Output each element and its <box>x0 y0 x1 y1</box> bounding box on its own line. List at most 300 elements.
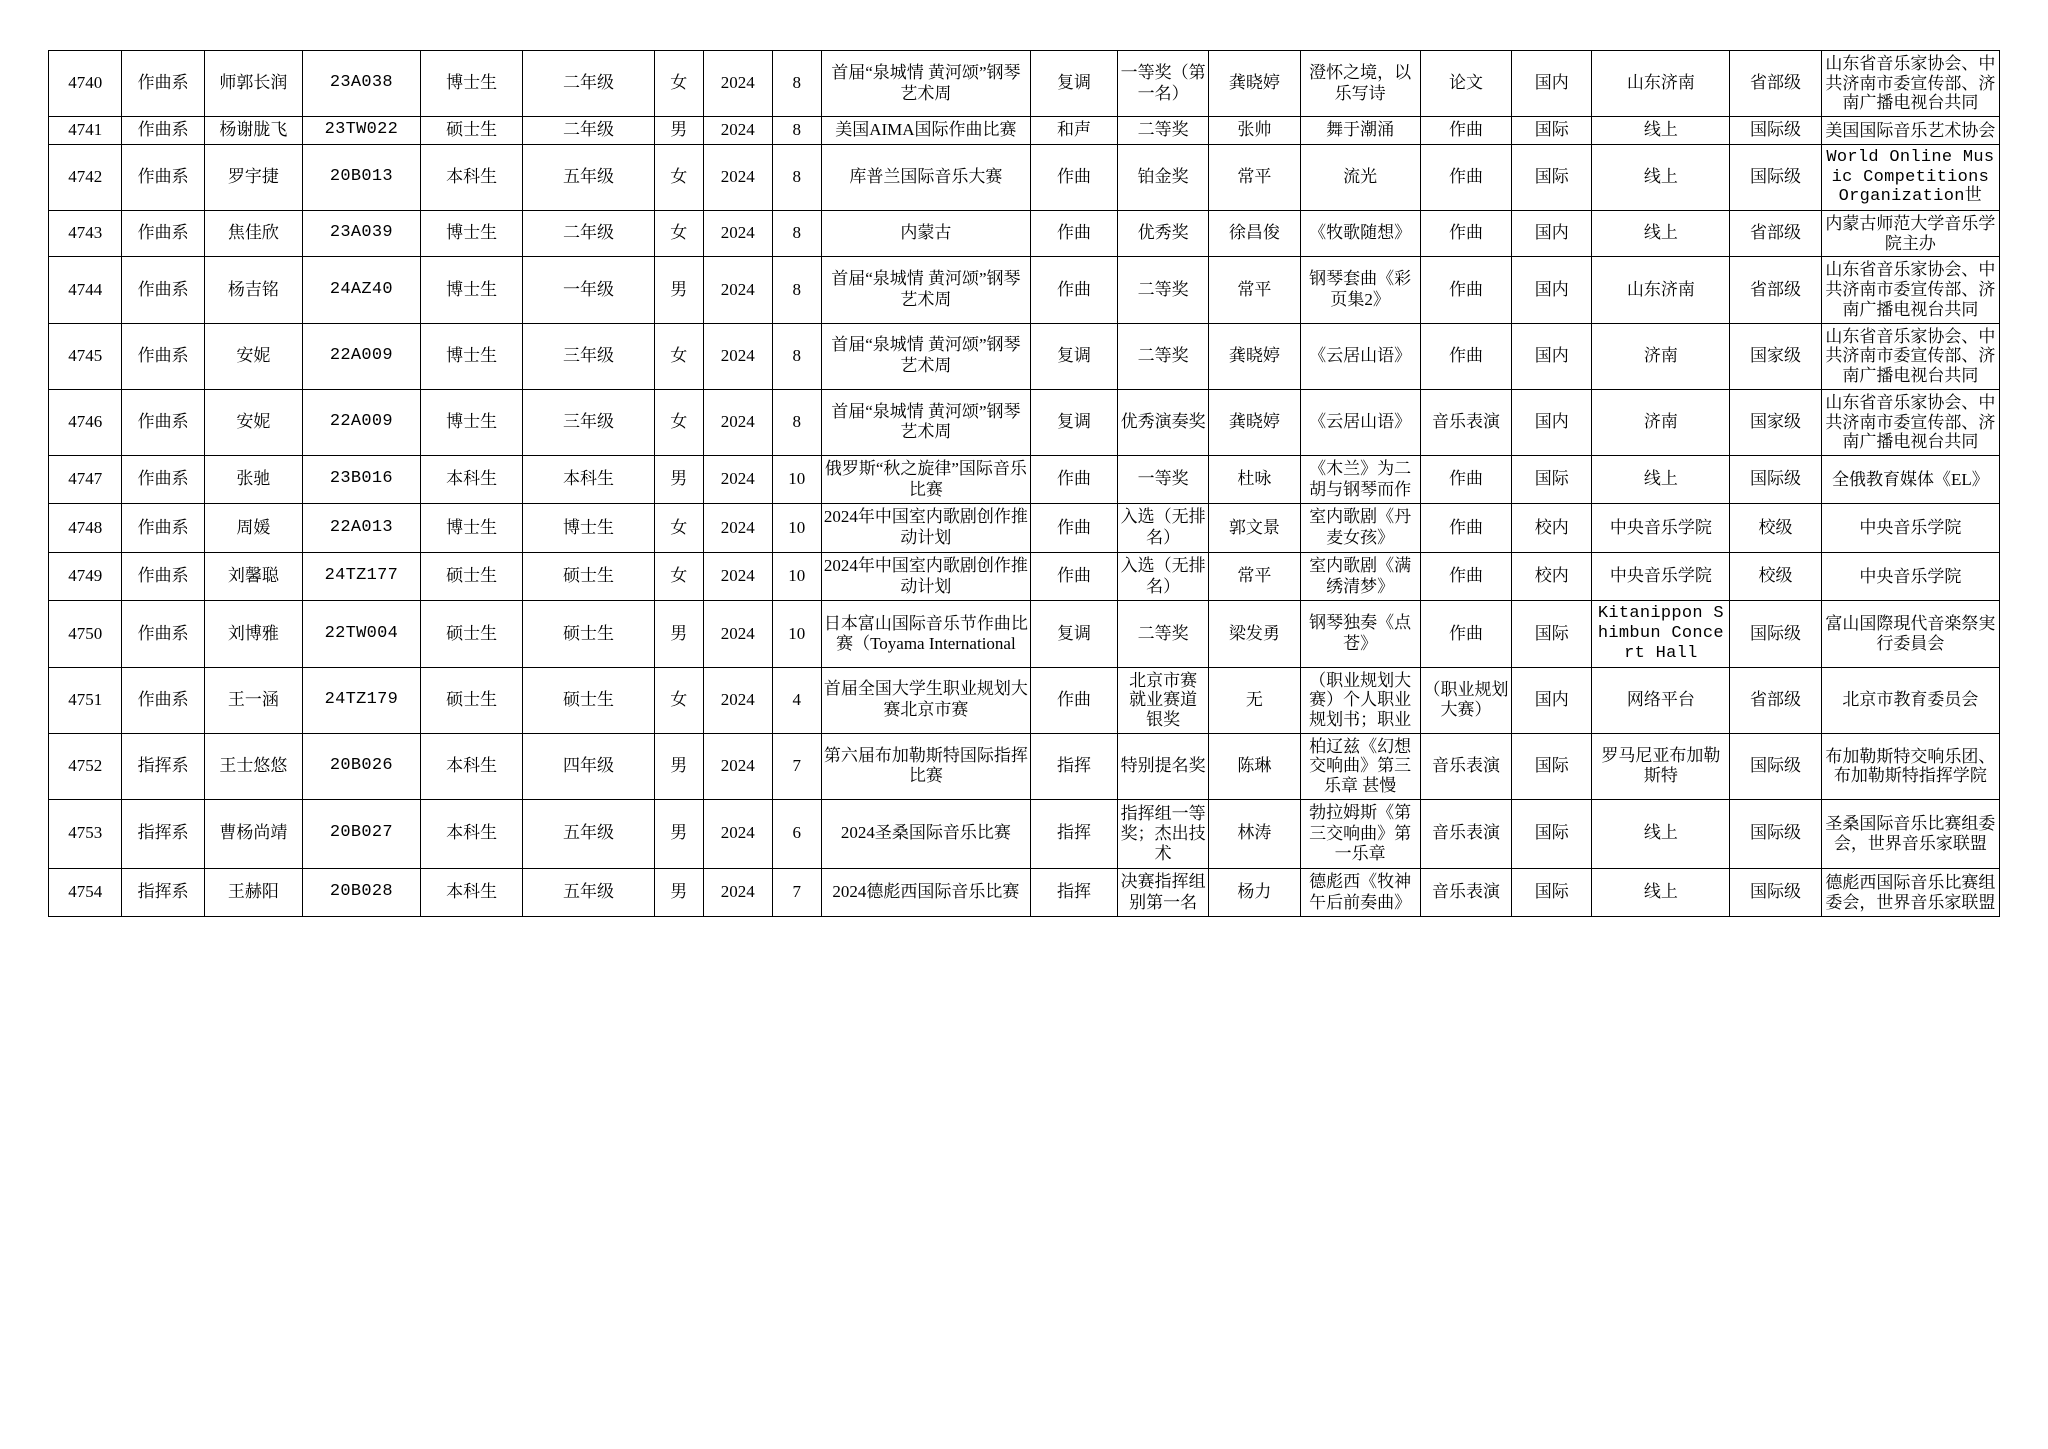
value-month: 8 <box>792 223 801 243</box>
cell-grade <box>523 667 654 733</box>
cell-org <box>1821 51 1999 117</box>
value-scope: 国内 <box>1534 223 1569 243</box>
cell-type <box>1420 601 1511 667</box>
cell-teacher <box>1209 552 1300 600</box>
value-org: 富山国際現代音楽祭実行委員会 <box>1825 614 1996 653</box>
cell-event <box>821 323 1030 389</box>
value-code: 22A013 <box>329 517 393 537</box>
cell-major <box>1031 733 1118 799</box>
value-grade: 博士生 <box>563 517 615 537</box>
value-grade: 二年级 <box>563 120 615 140</box>
value-rank: 国际级 <box>1750 120 1802 140</box>
cell-place <box>1592 389 1730 455</box>
cell-name <box>204 552 302 600</box>
cell-level <box>420 211 522 257</box>
value-gender: 女 <box>670 566 688 586</box>
value-level: 博士生 <box>446 223 498 243</box>
cell-id <box>49 504 122 552</box>
value-place: 罗马尼亚布加勒斯特 <box>1601 745 1721 786</box>
value-gender: 女 <box>670 167 688 187</box>
cell-dept <box>122 117 204 145</box>
cell-gender <box>654 552 703 600</box>
cell-event <box>821 601 1030 667</box>
cell-type <box>1420 868 1511 916</box>
value-major: 指挥 <box>1056 755 1091 775</box>
cell-grade <box>523 733 654 799</box>
cell-place <box>1592 799 1730 868</box>
cell-scope <box>1512 455 1592 503</box>
cell-org <box>1821 552 1999 600</box>
value-work: （职业规划大赛）个人职业规划书；职业 <box>1309 670 1412 729</box>
value-major: 作曲 <box>1056 689 1091 709</box>
table-row <box>49 799 2000 868</box>
value-grade: 一年级 <box>563 279 615 299</box>
cell-id <box>49 667 122 733</box>
value-event: 首届“泉城情 黄河颂”钢琴艺术周 <box>831 62 1021 103</box>
value-year: 2024 <box>720 566 755 586</box>
cell-level <box>420 601 522 667</box>
value-place: 线上 <box>1643 882 1678 902</box>
cell-type <box>1420 799 1511 868</box>
value-year: 2024 <box>720 882 755 902</box>
value-org: 中央音乐学院 <box>1859 518 1962 538</box>
value-name: 师郭长润 <box>219 73 288 93</box>
cell-teacher <box>1209 799 1300 868</box>
value-org: 内蒙古师范大学音乐学院主办 <box>1825 214 1996 253</box>
value-id: 4751 <box>68 689 103 709</box>
value-event: 2024德彪西国际音乐比赛 <box>832 882 1020 902</box>
value-year: 2024 <box>720 223 755 243</box>
value-work: 《牧歌随想》 <box>1309 223 1412 243</box>
value-org: 北京市教育委员会 <box>1842 690 1979 710</box>
cell-place <box>1592 257 1730 323</box>
cell-major <box>1031 144 1118 210</box>
cell-name <box>204 667 302 733</box>
value-type: 作曲 <box>1448 517 1483 537</box>
cell-grade <box>523 51 654 117</box>
cell-place <box>1592 455 1730 503</box>
value-teacher: 无 <box>1245 689 1263 709</box>
value-award: 入选（无排名） <box>1120 507 1206 548</box>
cell-month <box>772 552 821 600</box>
value-dept: 作曲系 <box>137 279 189 299</box>
table-row <box>49 552 2000 600</box>
value-event: 首届“泉城情 黄河颂”钢琴艺术周 <box>831 269 1021 310</box>
value-rank: 国际级 <box>1750 623 1802 643</box>
cell-code <box>302 455 420 503</box>
value-type: 作曲 <box>1448 469 1483 489</box>
value-award: 优秀演奏奖 <box>1120 412 1206 431</box>
cell-award <box>1117 389 1208 455</box>
value-rank: 省部级 <box>1750 223 1802 243</box>
value-gender: 女 <box>670 73 688 93</box>
cell-major <box>1031 117 1118 145</box>
cell-type <box>1420 552 1511 600</box>
value-name: 王一涵 <box>227 689 279 709</box>
value-level: 本科生 <box>446 882 498 902</box>
cell-award <box>1117 257 1208 323</box>
cell-name <box>204 389 302 455</box>
cell-code <box>302 504 420 552</box>
cell-year <box>703 117 772 145</box>
cell-id <box>49 552 122 600</box>
cell-type <box>1420 117 1511 145</box>
value-major: 作曲 <box>1056 566 1091 586</box>
cell-work <box>1300 389 1420 455</box>
cell-type <box>1420 211 1511 257</box>
value-dept: 指挥系 <box>137 823 189 843</box>
cell-code <box>302 733 420 799</box>
cell-type <box>1420 667 1511 733</box>
value-major: 作曲 <box>1056 223 1091 243</box>
cell-major <box>1031 799 1118 868</box>
value-gender: 女 <box>670 345 688 365</box>
cell-work <box>1300 211 1420 257</box>
cell-org <box>1821 601 1999 667</box>
cell-code <box>302 389 420 455</box>
value-gender: 男 <box>670 469 688 489</box>
cell-code <box>302 601 420 667</box>
cell-code <box>302 667 420 733</box>
cell-work <box>1300 667 1420 733</box>
cell-major <box>1031 504 1118 552</box>
value-event: 2024年中国室内歌剧创作推动计划 <box>823 555 1028 596</box>
value-id: 4743 <box>68 223 103 243</box>
value-work: 德彪西《牧神午后前奏曲》 <box>1309 871 1412 912</box>
value-gender: 男 <box>670 279 688 299</box>
cell-id <box>49 211 122 257</box>
cell-month <box>772 323 821 389</box>
cell-dept <box>122 552 204 600</box>
value-type: 论文 <box>1448 73 1483 93</box>
cell-place <box>1592 144 1730 210</box>
value-dept: 作曲系 <box>137 73 189 93</box>
value-award: 决赛指挥组别第一名 <box>1120 871 1206 912</box>
cell-name <box>204 799 302 868</box>
value-year: 2024 <box>720 279 755 299</box>
cell-award <box>1117 455 1208 503</box>
cell-dept <box>122 257 204 323</box>
cell-id <box>49 144 122 210</box>
cell-place <box>1592 51 1730 117</box>
value-event: 2024年中国室内歌剧创作推动计划 <box>823 507 1028 548</box>
value-type: 音乐表演 <box>1431 755 1500 775</box>
cell-award <box>1117 601 1208 667</box>
cell-major <box>1031 389 1118 455</box>
cell-org <box>1821 211 1999 257</box>
cell-rank <box>1730 455 1821 503</box>
value-org: 山东省音乐家协会、中共济南市委宣传部、济南广播电视台共同 <box>1825 392 1996 452</box>
value-gender: 女 <box>670 689 688 709</box>
value-grade: 硕士生 <box>563 689 615 709</box>
value-work: 柏辽兹《幻想交响曲》第三乐章 甚慢 <box>1309 736 1412 796</box>
table-row <box>49 868 2000 916</box>
cell-code <box>302 117 420 145</box>
cell-level <box>420 51 522 117</box>
value-month: 6 <box>792 823 801 843</box>
cell-award <box>1117 211 1208 257</box>
cell-teacher <box>1209 323 1300 389</box>
cell-dept <box>122 504 204 552</box>
value-major: 作曲 <box>1056 279 1091 299</box>
value-scope: 国内 <box>1534 345 1569 365</box>
cell-org <box>1821 257 1999 323</box>
value-code: 22A009 <box>329 345 393 365</box>
value-month: 10 <box>788 469 806 489</box>
cell-work <box>1300 799 1420 868</box>
value-place: 线上 <box>1643 823 1678 843</box>
value-rank: 国际级 <box>1750 882 1802 902</box>
value-award: 入选（无排名） <box>1120 555 1206 596</box>
value-award: 优秀奖 <box>1137 223 1189 243</box>
cell-code <box>302 799 420 868</box>
value-type: 作曲 <box>1448 223 1483 243</box>
value-scope: 国内 <box>1534 73 1569 93</box>
value-teacher: 常平 <box>1237 167 1272 187</box>
value-code: 22A009 <box>329 412 393 431</box>
value-teacher: 林涛 <box>1237 823 1272 843</box>
cell-level <box>420 733 522 799</box>
cell-grade <box>523 144 654 210</box>
value-id: 4748 <box>68 517 103 537</box>
value-year: 2024 <box>720 755 755 775</box>
value-place: 线上 <box>1643 120 1678 140</box>
table-row <box>49 211 2000 257</box>
table-row <box>49 51 2000 117</box>
cell-scope <box>1512 323 1592 389</box>
cell-event <box>821 552 1030 600</box>
value-org: 山东省音乐家协会、中共济南市委宣传部、济南广播电视台共同 <box>1825 326 1996 386</box>
cell-work <box>1300 144 1420 210</box>
value-dept: 指挥系 <box>137 755 189 775</box>
table-row <box>49 504 2000 552</box>
value-place: 中央音乐学院 <box>1609 566 1712 586</box>
value-id: 4749 <box>68 566 103 586</box>
value-place: 济南 <box>1643 412 1678 431</box>
cell-type <box>1420 455 1511 503</box>
value-type: 作曲 <box>1448 167 1483 187</box>
value-name: 罗宇捷 <box>227 167 279 187</box>
cell-rank <box>1730 323 1821 389</box>
cell-work <box>1300 51 1420 117</box>
value-major: 复调 <box>1056 623 1091 643</box>
value-level: 本科生 <box>446 469 498 489</box>
cell-work <box>1300 868 1420 916</box>
value-level: 硕士生 <box>446 566 498 586</box>
table-row <box>49 601 2000 667</box>
value-grade: 二年级 <box>563 73 615 93</box>
value-level: 本科生 <box>446 755 498 775</box>
value-work: 《云居山语》 <box>1309 345 1412 365</box>
cell-place <box>1592 211 1730 257</box>
table-row <box>49 667 2000 733</box>
awards-table <box>48 50 2000 917</box>
cell-level <box>420 117 522 145</box>
value-level: 博士生 <box>446 73 498 93</box>
cell-grade <box>523 389 654 455</box>
value-id: 4741 <box>68 120 103 140</box>
value-rank: 省部级 <box>1750 279 1802 299</box>
cell-code <box>302 211 420 257</box>
value-award: 指挥组一等奖；杰出技术 <box>1120 804 1206 863</box>
value-award: 二等奖 <box>1137 279 1189 299</box>
cell-dept <box>122 51 204 117</box>
cell-dept <box>122 601 204 667</box>
value-award: 铂金奖 <box>1137 167 1189 187</box>
value-code: 22TW004 <box>324 623 399 643</box>
value-name: 刘馨聪 <box>227 566 279 586</box>
value-place: 线上 <box>1643 167 1678 187</box>
value-name: 王赫阳 <box>227 882 279 902</box>
cell-event <box>821 667 1030 733</box>
value-code: 23TW022 <box>324 120 399 140</box>
cell-level <box>420 455 522 503</box>
value-rank: 省部级 <box>1750 689 1802 709</box>
cell-rank <box>1730 601 1821 667</box>
cell-work <box>1300 601 1420 667</box>
cell-gender <box>654 868 703 916</box>
value-code: 20B013 <box>329 167 393 187</box>
value-scope: 国际 <box>1534 823 1569 843</box>
value-major: 作曲 <box>1056 517 1091 537</box>
value-org: 德彪西国际音乐比赛组委会，世界音乐家联盟 <box>1825 872 1996 912</box>
cell-year <box>703 51 772 117</box>
value-org: 布加勒斯特交响乐团、布加勒斯特指挥学院 <box>1825 746 1996 786</box>
value-work: 《木兰》为二胡与钢琴而作 <box>1309 458 1412 499</box>
cell-id <box>49 799 122 868</box>
cell-code <box>302 323 420 389</box>
value-event: 第六届布加勒斯特国际指挥比赛 <box>823 745 1028 786</box>
value-gender: 女 <box>670 412 688 431</box>
value-name: 杨吉铭 <box>227 279 279 299</box>
cell-code <box>302 868 420 916</box>
value-year: 2024 <box>720 517 755 537</box>
value-level: 博士生 <box>446 517 498 537</box>
cell-place <box>1592 323 1730 389</box>
cell-id <box>49 51 122 117</box>
value-month: 7 <box>792 755 801 775</box>
value-grade: 五年级 <box>563 823 615 843</box>
value-scope: 国际 <box>1534 882 1569 902</box>
value-work: 室内歌剧《满绣清梦》 <box>1309 555 1412 596</box>
value-gender: 男 <box>670 755 688 775</box>
cell-rank <box>1730 552 1821 600</box>
cell-scope <box>1512 667 1592 733</box>
value-year: 2024 <box>720 412 755 431</box>
value-dept: 作曲系 <box>137 469 189 489</box>
cell-year <box>703 601 772 667</box>
value-month: 8 <box>792 345 801 365</box>
cell-award <box>1117 323 1208 389</box>
cell-place <box>1592 552 1730 600</box>
cell-name <box>204 601 302 667</box>
value-level: 本科生 <box>446 167 498 187</box>
cell-gender <box>654 51 703 117</box>
value-dept: 作曲系 <box>137 345 189 365</box>
cell-name <box>204 257 302 323</box>
cell-event <box>821 799 1030 868</box>
value-rank: 国际级 <box>1750 755 1802 775</box>
cell-level <box>420 667 522 733</box>
cell-gender <box>654 455 703 503</box>
cell-type <box>1420 733 1511 799</box>
value-org: 圣桑国际音乐比赛组委会，世界音乐家联盟 <box>1825 814 1996 853</box>
value-teacher: 常平 <box>1237 279 1272 299</box>
cell-id <box>49 117 122 145</box>
cell-scope <box>1512 601 1592 667</box>
value-month: 8 <box>792 73 801 93</box>
cell-level <box>420 144 522 210</box>
value-dept: 作曲系 <box>137 689 189 709</box>
cell-year <box>703 504 772 552</box>
value-teacher: 梁发勇 <box>1228 623 1280 643</box>
cell-event <box>821 51 1030 117</box>
cell-scope <box>1512 504 1592 552</box>
value-scope: 国际 <box>1534 469 1569 489</box>
value-place: 中央音乐学院 <box>1609 517 1712 537</box>
value-name: 安妮 <box>236 345 271 365</box>
value-scope: 国内 <box>1534 279 1569 299</box>
cell-scope <box>1512 552 1592 600</box>
value-name: 张驰 <box>236 469 271 489</box>
value-level: 博士生 <box>446 345 498 365</box>
cell-award <box>1117 504 1208 552</box>
cell-month <box>772 733 821 799</box>
value-org: 中央音乐学院 <box>1859 566 1962 586</box>
cell-year <box>703 323 772 389</box>
value-type: （职业规划大赛） <box>1423 680 1509 720</box>
value-award: 二等奖 <box>1137 623 1189 643</box>
value-place: 山东济南 <box>1626 73 1695 93</box>
cell-event <box>821 504 1030 552</box>
cell-major <box>1031 257 1118 323</box>
cell-name <box>204 733 302 799</box>
value-gender: 男 <box>670 823 688 843</box>
cell-place <box>1592 504 1730 552</box>
cell-scope <box>1512 799 1592 868</box>
cell-year <box>703 799 772 868</box>
cell-org <box>1821 455 1999 503</box>
value-major: 指挥 <box>1056 882 1091 902</box>
cell-rank <box>1730 667 1821 733</box>
value-rank: 国家级 <box>1750 412 1802 431</box>
value-event: 美国AIMA国际作曲比赛 <box>835 120 1017 140</box>
table-row <box>49 455 2000 503</box>
cell-name <box>204 504 302 552</box>
cell-major <box>1031 455 1118 503</box>
cell-work <box>1300 323 1420 389</box>
value-code: 24TZ177 <box>324 566 399 586</box>
cell-dept <box>122 455 204 503</box>
value-code: 23B016 <box>329 469 393 489</box>
cell-year <box>703 257 772 323</box>
value-grade: 四年级 <box>563 755 615 775</box>
cell-id <box>49 455 122 503</box>
value-teacher: 陈琳 <box>1237 755 1272 775</box>
value-level: 硕士生 <box>446 689 498 709</box>
cell-id <box>49 601 122 667</box>
value-award: 特别提名奖 <box>1120 755 1206 775</box>
cell-org <box>1821 799 1999 868</box>
cell-year <box>703 455 772 503</box>
value-year: 2024 <box>720 345 755 365</box>
cell-work <box>1300 117 1420 145</box>
cell-grade <box>523 601 654 667</box>
value-type: 作曲 <box>1448 345 1483 365</box>
value-major: 作曲 <box>1056 469 1091 489</box>
value-id: 4750 <box>68 623 103 643</box>
cell-id <box>49 868 122 916</box>
